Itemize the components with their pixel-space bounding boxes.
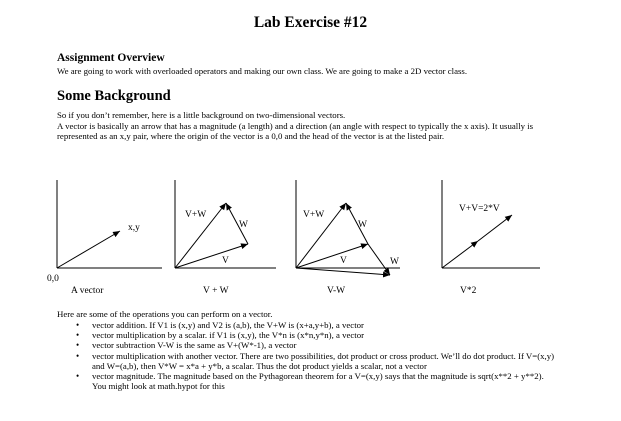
- background-heading: Some Background: [57, 88, 171, 104]
- fig3-caption: V-W: [327, 286, 346, 296]
- fig4-second-v-arrow: [478, 215, 512, 241]
- list-item: • vector multiplication by a scalar. if V1 is (x,y), the V*n is (x*n,y*n), a vector: [76, 330, 556, 340]
- list-item: • vector addition. If V1 is (x,y) and V2 is (a,b), the V+W is (x+a,y+b), a vector: [76, 320, 556, 330]
- list-item: • vector magnitude. The magnitude based on the Pythagorean theorem for a V=(x,y) says that the magnitude is sqrt(x**2 + y**2). You might look at math.hypot for this: [76, 371, 556, 391]
- figure-v-plus-w: [175, 180, 276, 296]
- figure-v-minus-w: [296, 180, 400, 296]
- page-title: Lab Exercise #12: [253, 14, 368, 31]
- fig3-w2-label: W: [390, 257, 399, 267]
- vector-figures: [0, 170, 621, 300]
- fig3-v-label: V: [340, 256, 347, 266]
- fig2-sum-label: V+W: [185, 210, 207, 220]
- operations-list: [76, 320, 556, 391]
- fig4-caption: V*2: [460, 286, 477, 296]
- figure-v-times-2: [442, 180, 540, 296]
- overview-text: We are going to work with overloaded operators and making our own class. We are going to make a 2D vector class.: [57, 66, 468, 76]
- list-item: • vector subtraction V-W is the same as V+(W*-1), a vector: [76, 340, 556, 350]
- fig3-neg-w-arrow: [368, 244, 390, 275]
- fig2-v-label: V: [222, 256, 229, 266]
- fig1-origin-label: 0,0: [47, 274, 59, 284]
- fig2-caption: V + W: [203, 286, 229, 296]
- fig3-w-label: W: [358, 220, 367, 230]
- background-paragraph-1: So if you don’t remember, here is a little background on two-dimensional vectors.: [57, 110, 346, 120]
- list-item: • vector multiplication with another vector. There are two possibilities, dot product or cross product. We’ll do dot product. If V=(x,y) and W=(a,b), then V*W = x*a + y*b, a scalar. Thus the dot product yields a scalar, not a vector: [76, 351, 556, 371]
- background-paragraph-2: A vector is basically an arrow that has a magnitude (a length) and a direction (an angle with respect to typically the x axis). It usually is represented as an x,y pair, where the origin of the vector is a 0,0 and the head of the vector is at the listed pair.: [57, 120, 534, 142]
- fig3-diff-arrow: [296, 268, 390, 275]
- fig3-sum-label: V+W: [303, 210, 325, 220]
- fig4-first-v-arrow: [442, 241, 478, 268]
- figure-a-vector: [47, 180, 162, 296]
- operations-intro: Here are some of the operations you can perform on a vector.: [57, 309, 273, 319]
- fig4-label: V+V=2*V: [459, 204, 500, 214]
- fig2-w-label: W: [239, 220, 248, 230]
- background-text: [57, 110, 557, 142]
- fig3-v-arrow: [296, 244, 368, 268]
- fig1-vector-arrow: [57, 231, 120, 268]
- fig2-v-arrow: [175, 244, 248, 268]
- fig1-caption: A vector: [71, 286, 104, 296]
- overview-heading: Assignment Overview: [57, 52, 165, 64]
- fig1-vector-label: x,y: [128, 223, 140, 233]
